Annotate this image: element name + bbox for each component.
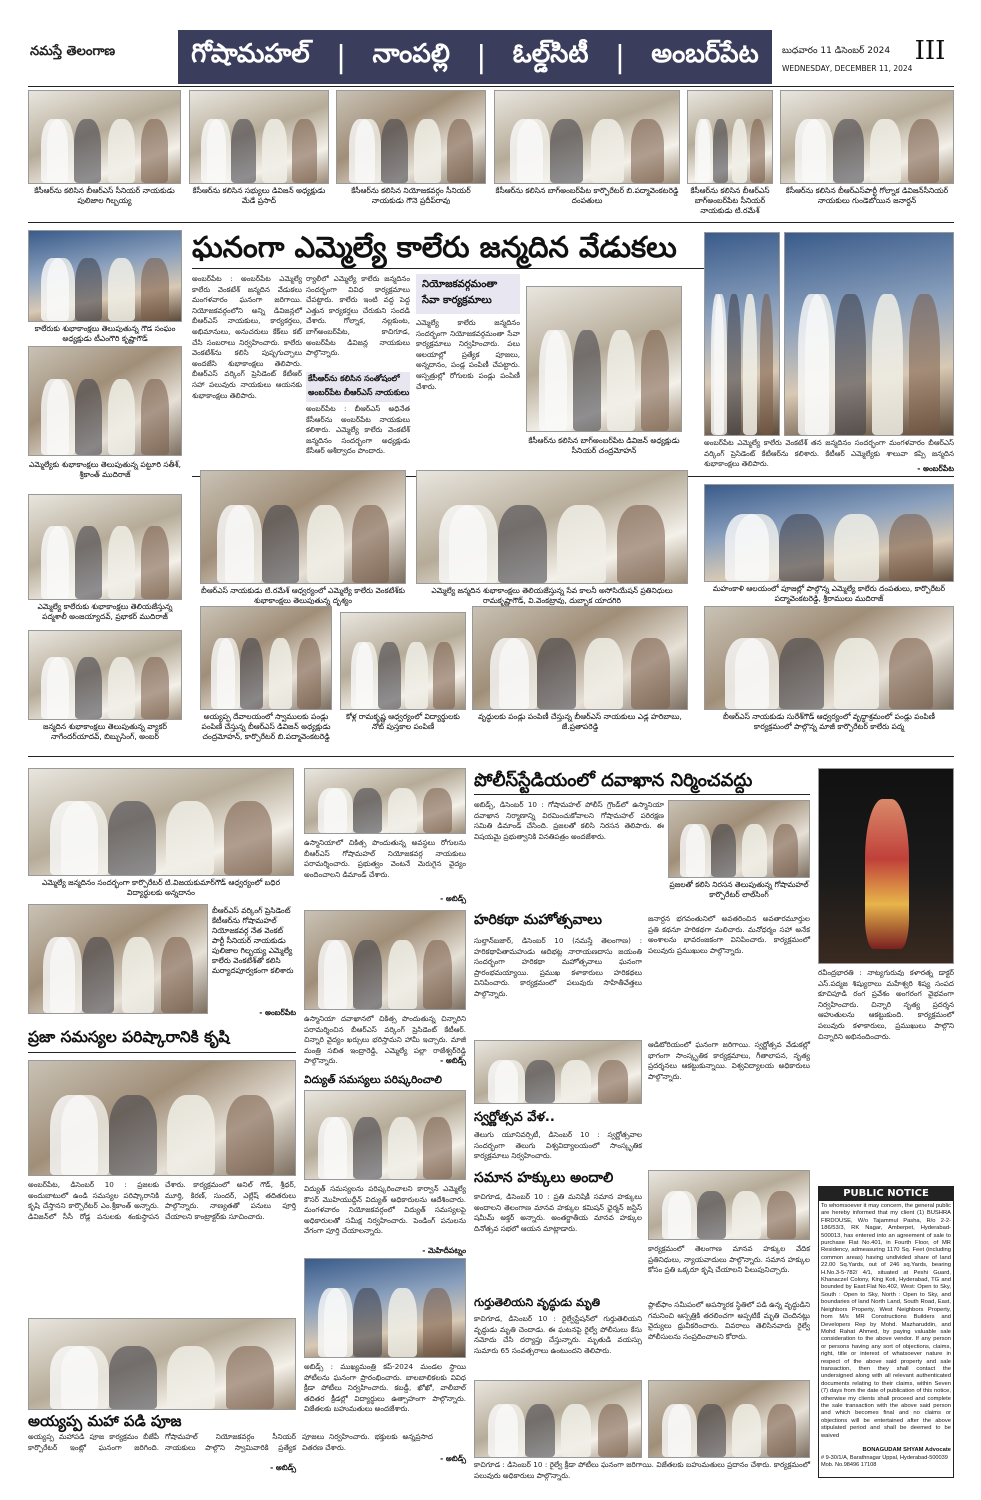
harikatha-cont: జనార్దన భగవంతునిలో అవతరించిన అవతారమూర్తుల ప్రతి కథనూ హరికథగా మలిచారు. మనోధర్మం సహా అనేక అంశాలను భావరంజకంగా వినిపించారు. కార్యక్రమంలో పలువురు ప్రముఖులు పాల్గొన్నారు. xyxy=(648,914,810,955)
public-notice-title: PUBLIC NOTICE xyxy=(819,1187,953,1201)
praja-body: అంబర్‌పేట, డిసెంబర్ 10 : ప్రజలకు అందుబాటులో ఉండి సమస్యల పరిష్కారానికి కృషి చేస్తానని కార్పొరేటర్ ఎం.శ్రీకాంత్ అన్నారు. డివిజన్‌లో సీసీ రోడ్ల పనులకు శంకుస్థాపన చేశారు. కార్యక్రమంలో అనిల్ గౌడ్, శ్రీధర్, మూర్తి, కిరణ్, సుందర్, ఎల్లేష్ తదితరులు పాల్గొన్నారు. నాణ్యతతో పనులు పూర్తి చేయాలని కాంట్రాక్టర్‌కు సూచించారు. xyxy=(28,1180,296,1221)
harikatha-headline: హరికథా మహోత్సవాలు xyxy=(474,912,602,928)
left-photo-3 xyxy=(28,494,182,600)
police-body: అబిడ్స్, డిసెంబర్ 10 : గోషామహల్ పోలీస్ గ్రౌండ్‌లో ఉస్మానియా దవాఖాన నిర్మాణాన్ని విరమించుకోవాలని గోషామహల్ పరిరక్షణ సమితి డిమాండ్ చేసింది. ప్రజలతో కలిసి నిరసన తెలిపారు. ఈ విషయమై ప్రభుత్వానికి వినతిపత్రం అందజేశారు. xyxy=(474,800,664,841)
police-caption: ప్రజలతో కలిసి నిరసన తెలుపుతున్న గోషామహల్ కార్పొరేటర్ లాల్‌సింగ్ xyxy=(669,880,809,899)
top-photo-6 xyxy=(780,90,954,184)
ayyappa-body: అయ్యప్ప మహాపడి పూజ కార్యక్రమం బీజేపీ కార్పొరేటర్ ఇంట్లో ఘనంగా జరిగింది. గోషామహల్ నియోజకవర్గం సీనియర్ నాయకులు పాల్గొని స్వామివారికి ప్రత్యేక పూజలు నిర్వహించారు. భక్తులకు అన్నప్రసాద వితరణ చేశారు. xyxy=(28,1432,433,1452)
top-photo-3 xyxy=(336,90,486,184)
gurtu-cont: ప్లాట్‌ఫాం సమీపంలో అపస్మారక స్థితిలో పడి ఉన్న వృద్ధుడిని గమనించి ఆస్పత్రికి తరలించగా అప్పటికే మృతి చెందినట్లు వైద్యులు ధ్రువీకరించారు. వివరాలు తెలిసినవారు రైల్వే పోలీసులను సంప్రదించాలని కోరారు. xyxy=(648,1300,810,1341)
ayyappa-credit: - అబిడ్స్ xyxy=(270,1463,296,1472)
harikatha-body: సుల్తాన్‌బజార్, డిసెంబర్ 10 (నమస్తే తెలంగాణ) : హరికథాపితామహుడు ఆదిభట్ల నారాయణదాసు జయంతి సందర్భంగా హరికథా మహోత్సవాలు ఘనంగా ప్రారంభమయ్యాయి. ప్రముఖ కళాకారులు హరికథలు వినిపించారు. కార్యక్రమంలో పలువురు సాహితీవేత్తలు పాల్గొన్నారు. xyxy=(474,936,642,998)
public-notice-address: # 9-30/1/A, Barathnagar Uppal, Hyderabad-500039 Mob. No.98496 17108 xyxy=(821,1455,948,1468)
section-divider: | xyxy=(476,39,487,75)
public-notice-signer: BONAGUDAM SHYAM Advocate xyxy=(862,1447,951,1453)
top-caption-5: కేసీఆర్‌ను కలిసిన బీఆర్‌ఎస్ బాగ్‌అంబర్‌పేట సీనియర్ నాయకుడు టి.రమేశ్ xyxy=(690,186,770,215)
mid-photo-5 xyxy=(340,612,466,710)
mid-caption-4: అయ్యప్ప దేవాలయంలో స్వాములకు పండ్లు పంపిణీ చేస్తున్న బీఆర్‌ఎస్ డివిజన్ అధ్యక్షుడు చంద్రమోహన్, కార్పొరేటర్ బి.పద్మావెంకటరెడ్డి xyxy=(201,712,331,741)
ktr-meet-credit: - అంబర్‌పేట xyxy=(259,1008,296,1017)
section-oldcity: ఓల్డ్‌సిటీ xyxy=(512,39,589,69)
osmania-credit-2: - అబిడ్స్ xyxy=(440,1056,466,1065)
police-headline: పోలీస్‌స్టేడియంలో దవాఖాన నిర్మించవద్దు xyxy=(474,770,753,791)
kcr-meeting-caption: కేసీఆర్‌ను కలిసిన బాగ్‌అంబర్‌పేట డివిజన్ అధ్యక్షుడు సీనియర్ చంద్రమోహన్ xyxy=(528,436,680,455)
top-photo-2 xyxy=(189,90,329,184)
osmania-credit-1: - అబిడ్స్ xyxy=(440,894,466,903)
sub-head-2: అంబర్‌పేట బీఆర్‌ఎస్ నాయకులు xyxy=(308,388,410,397)
railway-body: కాచిగూడ : డిసెంబర్ 10 : రైల్వే క్రీడా పోటీలు ఘనంగా జరిగాయి. విజేతలకు బహుమతులు ప్రదానం చేశారు. కార్యక్రమంలో పలువురు అధికారులు పాల్గొన్నారు. xyxy=(474,1460,810,1480)
osmania-caption-1: ఉస్మానియాలో చికిత్స పొందుతున్న అవస్థలు రోగులను బీఆర్‌ఎస్ గోషామహల్ నియోజకవర్గ నాయకులు పరామర్శించారు. ప్రభుత్వం వెంటనే మెరుగైన వైద్యం అందించాలని డిమాండ్ చేశారు. xyxy=(304,838,466,879)
ayyappa-headline: అయ్యప్ప మహా పడి పూజ xyxy=(28,1412,182,1430)
swarna-cont: ఆడిటోరియంలో ఘనంగా జరిగాయి. స్వర్ణోత్సవ వేడుకల్లో భాగంగా సాంస్కృతిక కార్యక్రమాలు, గీతాలాపన, నృత్య ప్రదర్శనలు ఆకట్టుకున్నాయి. విశ్వవిద్యాలయ అధికారులు పాల్గొన్నారు. xyxy=(648,1040,810,1081)
ktr-photo-1 xyxy=(704,232,780,436)
ktr-meet-photo xyxy=(28,904,208,1014)
left-caption-2: ఎమ్మెల్యేకు శుభాకాంక్షలు తెలుపుతున్న పట్టూరి సతీశ్, శ్రీకాంత్ ముదిరాజ్ xyxy=(28,460,182,479)
top-photo-4 xyxy=(494,90,680,184)
samana-headline: సమాన హక్కులు అందాలి xyxy=(474,1170,614,1186)
top-caption-1: కేసీఆర్‌ను కలిసిన బీఆర్‌ఎస్ సీనియర్ నాయకుడు పులిజాల గిల్బయ్య xyxy=(34,186,175,205)
sports-credit: - అబిడ్స్ xyxy=(440,1454,466,1463)
masthead xyxy=(28,30,954,84)
sub-head-1: కేసీఆర్‌ను కలిసిన సంతోషంలో xyxy=(308,374,400,383)
railway-photo-1 xyxy=(474,1380,642,1458)
masthead-rule xyxy=(28,86,954,87)
top-photo-5 xyxy=(687,90,773,184)
top-caption-6: కేసీఆర్‌ను కలిసిన బీఆర్‌ఎస్‌పార్టీ గోల్నాక డివిజన్‌సీనియర్ నాయకులు గుండెబోయిన జనార్దన్ xyxy=(785,186,949,205)
osmania-caption-2: ఉస్మానియా దవాఖానలో చికిత్స పొందుతున్న చిన్నారిని పరామర్శించిన బీఆర్‌ఎస్ వర్కింగ్ ప్రెసిడెంట్ కేటీఆర్. చిన్నారి వైద్యం ఖర్చులు భరిస్తామని హామీ ఇచ్చారు. మాజీ మంత్రి సబిత ఇంద్రారెడ్డి, ఎమ్మెల్యే పల్లా రాజేశ్వర్‌రెడ్డి పాల్గొన్నారు. xyxy=(304,1014,466,1066)
top-caption-3: కేసీఆర్‌ను కలిసిన నియోజకవర్గం సీనియర్ నాయకుడు గౌనె ప్రదీప్‌రావు xyxy=(351,186,471,205)
ktr-caption: అంబర్‌పేట ఎమ్మెల్యే కాలేరు వెంకటేశ్ తన జన్మదినం సందర్భంగా మంగళవారం బీఆర్‌ఎస్ వర్కింగ్ ప్రెసిడెంట్ కేటీఆర్‌ను కలిశారు. కేటీఆర్ ఎమ్మెల్యేకు శాలువా కప్పి జన్మదిన శుభాకాంక్షలు తెలిపారు. xyxy=(704,438,954,469)
main-body-col2: ర్యాలీలో ఎమ్మెల్యే కాలేరు జన్మదినం సందర్భంగా వివిధ కార్యక్రమాలు చేపట్టారు. కాలేరు ఇంటి వద్ద పెద్ద ఎత్తున కార్యకర్తలు చేరుకుని సందడి చేశారు. గోల్నాక, నల్లకుంట, బాగ్‌అంబర్‌పేట, కాచిగూడ, అంబర్‌పేట డివిజన్ల నాయకులు పాల్గొన్నారు. xyxy=(306,274,410,358)
main-headline-rule xyxy=(192,268,750,269)
section-divider-rule xyxy=(28,756,954,757)
mid-photo-2 xyxy=(416,470,688,584)
top-caption-2: కేసీఆర్‌ను కలిసిన సభ్యులు డివిజన్ అధ్యక్షుడు మేడే ప్రసాద్ xyxy=(192,186,326,205)
osmania-photo-1 xyxy=(304,768,466,834)
gurtu-body: కాచిగూడ, డిసెంబర్ 10 : రైల్వేస్టేషన్‌లో గుర్తుతెలియని వృద్ధుడు మృతి చెందాడు. ఈ ఘటనపై రైల్వే పోలీసులు కేసు నమోదు చేసి దర్యాప్తు చేస్తున్నారు. మృతుడి వయస్సు సుమారు 65 సంవత్సరాలు ఉంటుందని తెలిపారు. xyxy=(474,1314,642,1355)
main-headline: ఘనంగా ఎమ్మెల్యే కాలేరు జన్మదిన వేడుకలు xyxy=(192,230,677,264)
ktr-meet-caption: బీఆర్‌ఎస్ వర్కింగ్ ప్రెసిడెంట్ కేటీఆర్‌ను గోషామహల్ నియోజకవర్గ నేత వెంకట్ పార్టీ సీనియర్ నాయకుడు పులిజాల గిల్బయ్య ఎమ్మెల్యే కాలేరు వెంకటేశ్‌తో కలిసి మర్యాదపూర్వకంగా కలిశారు xyxy=(212,906,294,975)
main-body-col2b: అంబర్‌పేట : బీఆర్‌ఎస్ అధినేత కేసీఆర్‌ను అంబర్‌పేట నాయకులు కలిశారు. ఎమ్మెల్యే కాలేరు వెంకటేశ్ జన్మదినం సందర్భంగా అధ్యక్షుడు కేసీఆర్ ఆశీర్వాదం పొందారు. xyxy=(306,404,410,456)
annadanam-caption: ఎమ్మెల్యే జన్మదినం సందర్భంగా కార్పొరేటర్ టి.విజయకుమార్‌గౌడ్ ఆధ్వర్యంలో బధిర విద్యార్థులకు అన్నదానం xyxy=(41,878,281,897)
left-photo-2 xyxy=(28,346,182,456)
vidyut-credit: - మెహిదీపట్నం xyxy=(422,1246,466,1255)
seva-box-title-2: సేవా కార్యక్రమాలు xyxy=(422,295,492,306)
left-photo-4 xyxy=(28,630,182,720)
mid-caption-3: మహంకాళి ఆలయంలో పూజల్లో పాల్గొన్న ఎమ్మెల్యే కాలేరు దంపతులు, కార్పొరేటర్ పద్మావెంకటరెడ్డి, శ్రీరాములు ముదిరాజ్ xyxy=(712,584,946,603)
annadanam-photo xyxy=(28,768,294,876)
dance-body: రవీంద్రభారతి : నాట్యగురువు కళారత్న డాక్టర్ ఎస్.పద్మజ శిష్యురాలు మహేశ్వరి శిష్య సంపద కూచిపూడి రంగ ప్రవేశం అంగరంగ వైభవంగా నిర్వహించారు. చిన్నారి నృత్య ప్రదర్శన ఆహుతులను ఆకట్టుకుంది. కార్యక్రమంలో పలువురు కళాకారులు, ప్రముఖులు పాల్గొని చిన్నారిని అభినందించారు. xyxy=(818,968,954,1041)
praja-rule xyxy=(28,1052,296,1053)
police-protest-photo-2 xyxy=(668,800,810,878)
praja-headline: ప్రజా సమస్యల పరిష్కారానికి కృషి xyxy=(28,1028,230,1046)
swarna-photo xyxy=(474,1040,642,1104)
public-notice-body: To whomsoever it may concern, the general public are hereby informed that my client (1) BUSHRA FIRDOUSE, W/o Tajammul Pasha, R/o 2-2-186/53/3, RK Nagar, Amberpet, Hyderabad-500013, has entered into an agreement of sale to purchase Flat No.401, in Fourth Floor, of MR Residency, admeasuring 1170 Sq. Feet (including common areas) having undivided share of land 22.00 Sq.Yards, out of 246 sq.Yards, bearing H.No.3-5-782/ 4/1, situated at Peshi Guard, Khanaczel Colony, King Koti, Hyderabad, TG and bounded by East:Flat No.402, West: Open to Sky, South : Open to Sky, North : Open to Sky, and boundaries of land North Land, South Road, East, Neighbors Property, West Neighbors Property, from M/s MR Constructions Builders and Developers Rep by Mohd. Mazharuddin, and Mohd Rahat Ahmed, by paying valuable sale consideration to the above vendor. If any person or persons having any sort of objections, claims, right, title or interest of whatsoever nature in respect of the above said property and sale transaction, then they shall contact the undersigned along with all relevant authenticated documents relating to their claims, within Seven (7) days from the date of publication of this notice, otherwise my clients shall proceed and complete the sale transaction with the above said person and which becomes final and no claims or objections will be entertained after the above stipulated period and shall be deemed to be waived xyxy=(821,1203,951,1439)
mid-caption-2: ఎమ్మెల్యే జన్మదిన శుభాకాంక్షలు తెలియజేస్తున్న సేవ కాలనీ అసోసియేషన్ ప్రతినిధులు రామకృష్ణాగౌడ్, వి.వెంకట్రావు, దుబ్బాక యాదగిరి xyxy=(431,586,673,605)
date-telugu: బుధవారం 11 డిసెంబర్ 2024 xyxy=(782,46,891,56)
swarna-body: తెలుగు యూనివర్సిటీ, డిసెంబర్ 10 : స్వర్ణోత్సవాల సందర్భంగా తెలుగు విశ్వవిద్యాలయంలో సాంస్కృతిక కార్యక్రమాలు నిర్వహించారు. xyxy=(474,1130,642,1161)
left-caption-4: జన్మదిన శుభాకాంక్షలు తెలుపుతున్న వ్యాకర్ నాగేందర్‌యాదవ్, బిబ్బుసింగ్, అంబర్ xyxy=(43,722,167,741)
section-goshamahal: గోషామహల్ xyxy=(191,39,310,69)
samana-cont: కార్యక్రమంలో తెలంగాణ మానవ హక్కుల వేదిక ప్రతినిధులు, న్యాయవాదులు పాల్గొన్నారు. సమాన హక్కుల కోసం ప్రతి ఒక్కరూ కృషి చేయాలని పిలుపునిచ్చారు. xyxy=(648,1244,810,1275)
seva-box-body: ఎమ్మెల్యే కాలేరు జన్మదినం సందర్భంగా నియోజకవర్గమంతా సేవా కార్యక్రమాలు నిర్వహించారు. పలు ఆలయాల్లో ప్రత్యేక పూజలు, అన్నదానం, పండ్ల పంపిణీ చేపట్టారు. ఆస్పత్రుల్లో రోగులకు పండ్లు పంపిణీ చేశారు. xyxy=(416,318,520,391)
osmania-photo-2 xyxy=(304,910,466,1010)
police-rule xyxy=(474,794,810,795)
ktr-photo-2 xyxy=(784,232,954,436)
samana-photo xyxy=(648,1170,810,1240)
section-nampally: నాంపల్లి xyxy=(372,39,450,69)
mid-photo-4 xyxy=(200,606,332,710)
mid-photo-6 xyxy=(472,606,688,710)
ayyappa-photo xyxy=(28,1318,296,1410)
left-caption-3: ఎమ్మెల్యే కాలేరుకు శుభాకాంక్షలు తెలియజేస్తున్న పద్మశాలీ అంజయ్యాదవ్, ప్రభాకర్ ముదిరాజ్ xyxy=(37,602,173,621)
section-divider: | xyxy=(336,39,347,75)
top-row-rule xyxy=(28,222,954,223)
left-photo-1 xyxy=(28,230,182,322)
gurtu-headline: గుర్తుతెలియని వృద్ధుడు మృతి xyxy=(474,1296,601,1309)
section-divider: | xyxy=(614,39,625,75)
vidyut-body: విద్యుత్ సమస్యలను పరిష్కరించాలని కార్వాన్ ఎమ్మెల్యే కౌసర్ మొహియుద్దీన్ విద్యుత్ అధికారులను ఆదేశించారు. మంగళవారం నియోజకవర్గంలో విద్యుత్ సమస్యలపై అధికారులతో సమీక్ష నిర్వహించారు. పెండింగ్ పనులను వేగంగా పూర్తి చేయాలన్నారు. xyxy=(304,1184,466,1236)
mid-caption-5: కోళ్ల రామకృష్ణ ఆధ్వర్యంలో విద్యార్థులకు నోట్ పుస్తకాల పంపిణీ xyxy=(346,712,460,731)
swarna-headline: స్వర్ణోత్సవ వేళ.. xyxy=(474,1110,555,1125)
section-amberpet: అంబర్‌పేట xyxy=(651,39,759,69)
date-english: WEDNESDAY, DECEMBER 11, 2024 xyxy=(782,64,913,73)
kcr-meeting-photo xyxy=(526,286,682,432)
top-caption-4: కేసీఆర్‌ను కలిసిన బాగ్‌అంబర్‌పేట కార్పొరేటర్ బి.పద్మావెంకటరెడ్డి దంపతులు xyxy=(495,186,679,205)
railway-photo-2 xyxy=(648,1380,810,1458)
mid-photo-1 xyxy=(200,470,406,584)
mid-photo-3 xyxy=(704,484,954,582)
section-banner xyxy=(178,30,772,84)
top-photo-1 xyxy=(28,90,181,184)
samana-body: కాచిగూడ, డిసెంబర్ 10 : ప్రతి మనిషికీ సమాన హక్కులు అందాలని తెలంగాణ మానవ హక్కుల కమిషన్ ఛైర్మన్ జస్టిస్ షమీమ్ అక్తర్ అన్నారు. అంతర్జాతీయ మానవ హక్కుల దినోత్సవ సభలో ఆయన మాట్లాడారు. xyxy=(474,1192,642,1233)
vidyut-photo xyxy=(304,1090,466,1180)
sports-body: అబిడ్స్ : ముఖ్యమంత్రి కప్-2024 మండల స్థాయి పోటీలను ఘనంగా ప్రారంభించారు. బాలబాలికలకు వివిధ క్రీడా పోటీలు నిర్వహించారు. కబడ్డీ, ఖోఖో, వాలీబాల్ తదితర క్రీడల్లో విద్యార్థులు ఉత్సాహంగా పాల్గొన్నారు. విజేతలకు బహుమతులు అందజేశారు. xyxy=(304,1362,466,1414)
paper-name: నమస్తే తెలంగాణ xyxy=(30,44,116,59)
page-number: III xyxy=(914,36,946,66)
mid-caption-7: బీఆర్‌ఎస్ నాయకుడు సురేశ్‌గౌడ్ ఆధ్వర్యంలో వృద్ధాశ్రమంలో పండ్లు పంపిణీ కార్యక్రమంలో పాల్గొన్న మాజీ కార్పొరేటర్ కాలేరు పద్మ xyxy=(723,712,935,731)
mid-caption-1: బీఆర్‌ఎస్ నాయకుడు టి.రమేశ్ ఆధ్వర్యంలో ఎమ్మెల్యే కాలేరు వెంకటేశ్‌కు శుభాకాంక్షలు తెలుపుతున్న దృశ్యం xyxy=(201,586,405,605)
dance-photo xyxy=(818,768,954,964)
main-body-col1: అంబర్‌పేట : అంబర్‌పేట ఎమ్మెల్యే కాలేరు వెంకటేశ్ జన్మదిన వేడుకలు మంగళవారం ఘనంగా జరిగాయి. నియోజకవర్గంలోని అన్ని డివిజన్లలో బీఆర్‌ఎస్ నాయకులు, కార్యకర్తలు, అభిమానులు, అనుచరులు కేక్‌లు కట్ చేసి సంబరాలు నిర్వహించారు. కాలేరు వెంకటేశ్‌ను కలిసి పుష్పగుచ్ఛాలు అందజేసి శుభాకాంక్షలు తెలిపారు. బీఆర్‌ఎస్ వర్కింగ్ ప్రెసిడెంట్ కేటీఆర్ సహా పలువురు నాయకులు ఆయనకు శుభాకాంక్షలు తెలిపారు. xyxy=(192,274,302,400)
main-credit: - అంబర్‌పేట xyxy=(917,464,954,473)
mid-photo-7 xyxy=(704,606,954,710)
public-notice xyxy=(818,1186,954,1478)
praja-photo xyxy=(28,1060,296,1176)
sports-photo xyxy=(304,1258,466,1358)
vidyut-headline: విద్యుత్ సమస్యలు పరిష్కరించాలి xyxy=(304,1074,442,1086)
seva-box-title-1: నియోజకవర్గమంతా xyxy=(422,279,498,290)
left-caption-1: కాలేరుకు శుభాకాంక్షలు తెలుపుతున్న గౌడ సంఘం అధ్యక్షుడు టీఎంగౌరి కృష్ణాగౌడ్ xyxy=(34,324,176,343)
dancer-figure xyxy=(865,799,909,949)
mid-caption-6: వృద్ధులకు పండ్లు పంపిణీ చేస్తున్న బీఆర్‌ఎస్ నాయకులు ఎడ్ల హరిబాబు, జే.ప్రతాపరెడ్డి xyxy=(478,712,682,731)
